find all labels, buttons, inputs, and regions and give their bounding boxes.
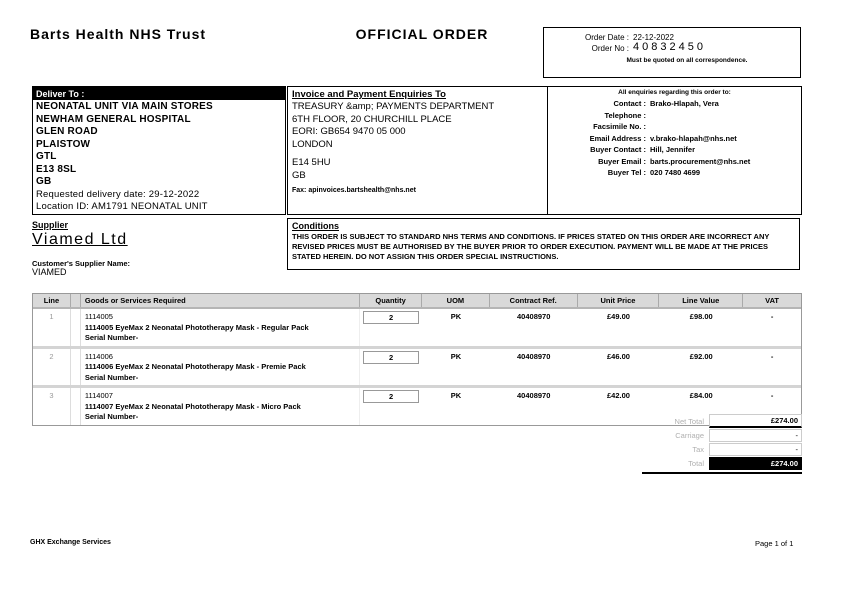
trust-name: Barts Health NHS Trust (30, 26, 207, 42)
conditions-box (287, 218, 800, 270)
order-date-label: Order Date : (584, 33, 629, 42)
address-line: NEWHAM GENERAL HOSPITAL (36, 113, 191, 125)
net-total-row (642, 414, 802, 428)
grand-total-value: £274.00 (709, 457, 802, 470)
order-no-value: 40832450 (633, 41, 706, 53)
row-gutter (71, 388, 81, 425)
row-uom: PK (450, 351, 462, 361)
conditions-text: THIS ORDER IS SUBJECT TO STANDARD NHS TERMS AND CONDITIONS. IF PRICES STATED ON THIS ORDER ARE INCORRECT ANY REVISED PRICES MUST BE AUTHORISED BY THE BUYER PRIOR TO ORDER EXECUTION. PAYMENT WILL BE MADE AT THE PRICES STATED HEREIN. DO NOT ASSIGN THIS ORDER SPECIAL INSTRUCTIONS. (292, 232, 770, 261)
customer-supplier-name-value: VIAMED (32, 267, 67, 277)
address-line: GTL (36, 151, 57, 162)
customer-supplier-name-label: Customer's Supplier Name: (32, 259, 131, 268)
row-gutter (71, 349, 81, 386)
col-header-quantity: Quantity (360, 294, 422, 307)
requested-delivery-date: Requested delivery date: 29-12-2022 (36, 188, 200, 200)
enquiry-field (554, 98, 795, 110)
contact-label: Contact : (613, 99, 646, 108)
row-line-value: £92.00 (689, 351, 713, 361)
order-items-table (32, 293, 802, 426)
order-no-label: Order No : (591, 44, 629, 53)
order-date-value: 22-12-2022 (633, 33, 674, 42)
location-id: Location ID: AM1791 NEONATAL UNIT (36, 201, 208, 212)
row-contract-ref: 40408970 (517, 391, 551, 400)
table-row (33, 309, 801, 349)
row-gutter (71, 309, 81, 346)
row-vat: - (770, 391, 774, 400)
row-goods (81, 388, 360, 425)
row-uom: PK (450, 312, 462, 321)
carriage-label: Carriage (675, 431, 704, 440)
row-line-number: 1 (33, 309, 71, 346)
col-header-uom: UOM (422, 294, 490, 307)
net-total-label: Net Total (674, 416, 704, 426)
col-header-unit-price: Unit Price (578, 294, 660, 307)
item-code: 1114006 (84, 351, 113, 361)
enquiry-field (554, 144, 795, 156)
deliver-to-title: Deliver To : (33, 87, 285, 100)
item-code: 1114005 (84, 312, 113, 321)
col-header-contract-ref: Contract Ref. (490, 294, 578, 307)
item-description: 1114006 EyeMax 2 Neonatal Phototherapy Mask - Premie Pack (84, 362, 306, 371)
buyer-contact-value: Hill, Jennifer (650, 145, 696, 154)
invoice-line: LONDON (292, 138, 333, 150)
item-description: 1114007 EyeMax 2 Neonatal Phototherapy Mask - Micro Pack (84, 401, 301, 411)
enquiry-field (554, 133, 795, 145)
conditions-title: Conditions (292, 221, 339, 231)
row-quantity-cell (360, 349, 422, 386)
email-label: Email Address : (589, 133, 646, 143)
totals-block (642, 414, 802, 475)
row-line-value: £98.00 (689, 312, 713, 321)
enquiry-field (554, 121, 795, 133)
row-vat: - (770, 351, 774, 361)
invoice-line: EORI: GB654 9470 05 000 (292, 126, 406, 137)
invoice-line: GB (292, 169, 306, 181)
invoice-title: Invoice and Payment Enquiries To (292, 89, 446, 100)
enquiries-section (548, 87, 801, 214)
invoice-line: TREASURY &amp; PAYMENTS DEPARTMENT (292, 101, 495, 112)
document-title: OFFICIAL ORDER (355, 26, 489, 42)
grand-total-row (642, 457, 802, 474)
row-unit-price: £46.00 (607, 351, 630, 361)
invoice-fax: Fax: apinvoices.bartshealth@nhs.net (292, 187, 416, 194)
invoice-line: E14 5HU (292, 157, 331, 168)
email-value: v.brako-hlapah@nhs.net (650, 133, 737, 143)
enquiry-field (554, 167, 795, 179)
row-goods (81, 309, 360, 346)
quantity-value: 2 (363, 390, 419, 403)
grand-total-label: Total (688, 459, 704, 468)
row-goods (81, 349, 360, 386)
address-line: GB (36, 176, 52, 187)
carriage-value: - (709, 429, 802, 442)
row-unit-price: £42.00 (607, 391, 630, 400)
col-header-goods: Goods or Services Required (81, 294, 360, 307)
supplier-name: Viamed Ltd (32, 231, 128, 248)
invoice-line: 6TH FLOOR, 20 CHURCHILL PLACE (292, 113, 452, 125)
col-header-line-value: Line Value (659, 294, 743, 307)
deliver-to-box (32, 86, 286, 215)
enquiries-heading: All enquiries regarding this order to: (618, 89, 731, 96)
row-contract-ref: 40408970 (517, 351, 551, 361)
row-line-value: £84.00 (689, 391, 713, 400)
buyer-tel-label: Buyer Tel : (607, 168, 646, 177)
footer-page-number: Page 1 of 1 (755, 539, 794, 548)
tax-value: - (709, 443, 802, 456)
buyer-email-value: barts.procurement@nhs.net (650, 156, 751, 166)
col-header-gutter (71, 294, 81, 307)
deliver-to-address (33, 100, 285, 215)
item-serial: Serial Number- (84, 412, 139, 421)
supplier-label: Supplier (32, 220, 69, 230)
net-total-value: £274.00 (709, 414, 802, 428)
buyer-email-label: Buyer Email : (598, 156, 646, 166)
row-quantity-cell (360, 388, 422, 425)
invoice-section (288, 87, 548, 214)
address-line: GLEN ROAD (36, 126, 98, 137)
enquiry-field (554, 110, 795, 122)
buyer-tel-value: 020 7480 4699 (650, 168, 701, 177)
table-row (33, 349, 801, 389)
address-line: PLAISTOW (36, 138, 91, 150)
row-vat: - (770, 312, 774, 321)
row-line-number: 2 (33, 349, 71, 386)
row-unit-price: £49.00 (607, 312, 630, 321)
telephone-label: Telephone : (604, 110, 646, 120)
row-line-number: 3 (33, 388, 71, 425)
col-header-line: Line (33, 294, 71, 307)
buyer-contact-label: Buyer Contact : (590, 145, 646, 154)
row-contract-ref: 40408970 (517, 312, 551, 321)
item-description: 1114005 EyeMax 2 Neonatal Phototherapy Mask - Regular Pack (84, 322, 309, 332)
address-line: E13 8SL (36, 163, 77, 175)
item-serial: Serial Number- (84, 372, 139, 382)
address-line: NEONATAL UNIT VIA MAIN STORES (36, 101, 213, 112)
order-info-box (543, 27, 801, 78)
col-header-vat: VAT (765, 296, 780, 305)
item-serial: Serial Number- (84, 333, 139, 342)
facsimile-label: Facsimile No. : (593, 122, 646, 131)
carriage-row (642, 429, 802, 442)
order-note: Must be quoted on all correspondence. (626, 57, 748, 64)
table-header-row (33, 294, 801, 309)
item-code: 1114007 (84, 391, 113, 400)
quantity-value: 2 (363, 311, 419, 324)
quantity-value: 2 (363, 351, 419, 364)
invoice-enquiries-box (287, 86, 802, 215)
footer-service-name: GHX Exchange Services (30, 539, 111, 546)
tax-row (642, 443, 802, 456)
tax-label: Tax (692, 445, 704, 454)
contact-value: Brako-Hlapah, Vera (650, 99, 719, 108)
row-uom: PK (450, 391, 462, 400)
row-quantity-cell (360, 309, 422, 346)
enquiry-field (554, 156, 795, 168)
